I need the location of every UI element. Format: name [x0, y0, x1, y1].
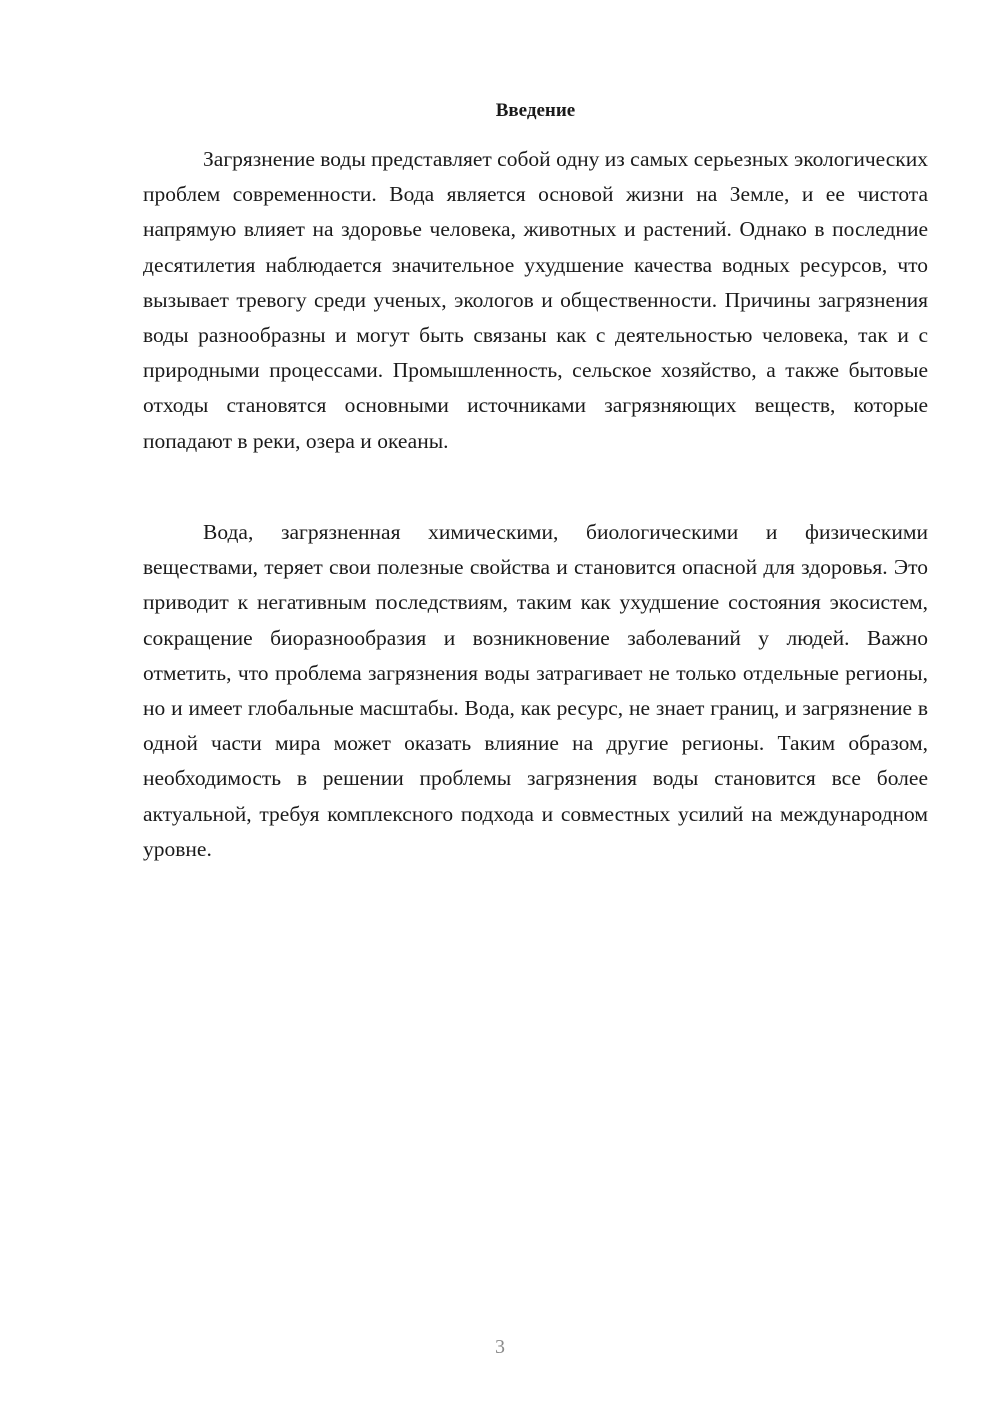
page-number: 3 [495, 1336, 505, 1358]
paragraph-consequences: Вода, загрязненная химическими, биологическими и физическими веществами, теряет свои полезные свойства и становится опасной для здоровья. Это приводит к негативным последствиям, таким как ухудшение состояния экосистем, сокращение биоразнообразия и возникновение заболеваний у людей. Важно отметить, что проблема загрязнения воды затрагивает не только отдельные регионы, но и имеет глобальные масштабы. Вода, как ресурс, не знает границ, и загрязнение в одной части мира может оказать влияние на другие регионы. Таким образом, необходимость в решении проблемы загрязнения воды становится все более актуальной, требуя комплексного подхода и совместных усилий на международном уровне. [143, 520, 928, 861]
paragraph-intro: Загрязнение воды представляет собой одну из самых серьезных экологических проблем современности. Вода является основой жизни на Земле, и ее чистота напрямую влияет на здоровье человека, животных и растений. Однако в последние десятилетия наблюдается значительное ухудшение качества водных ресурсов, что вызывает тревогу среди ученых, экологов и общественности. Причины загрязнения воды разнообразны и могут быть связаны как с деятельностью человека, так и с природными процессами. Промышленность, сельское хозяйство, а также бытовые отходы становятся основными источниками загрязняющих веществ, которые попадают в реки, озера и океаны. [143, 147, 928, 453]
section-title: Введение [495, 100, 576, 121]
